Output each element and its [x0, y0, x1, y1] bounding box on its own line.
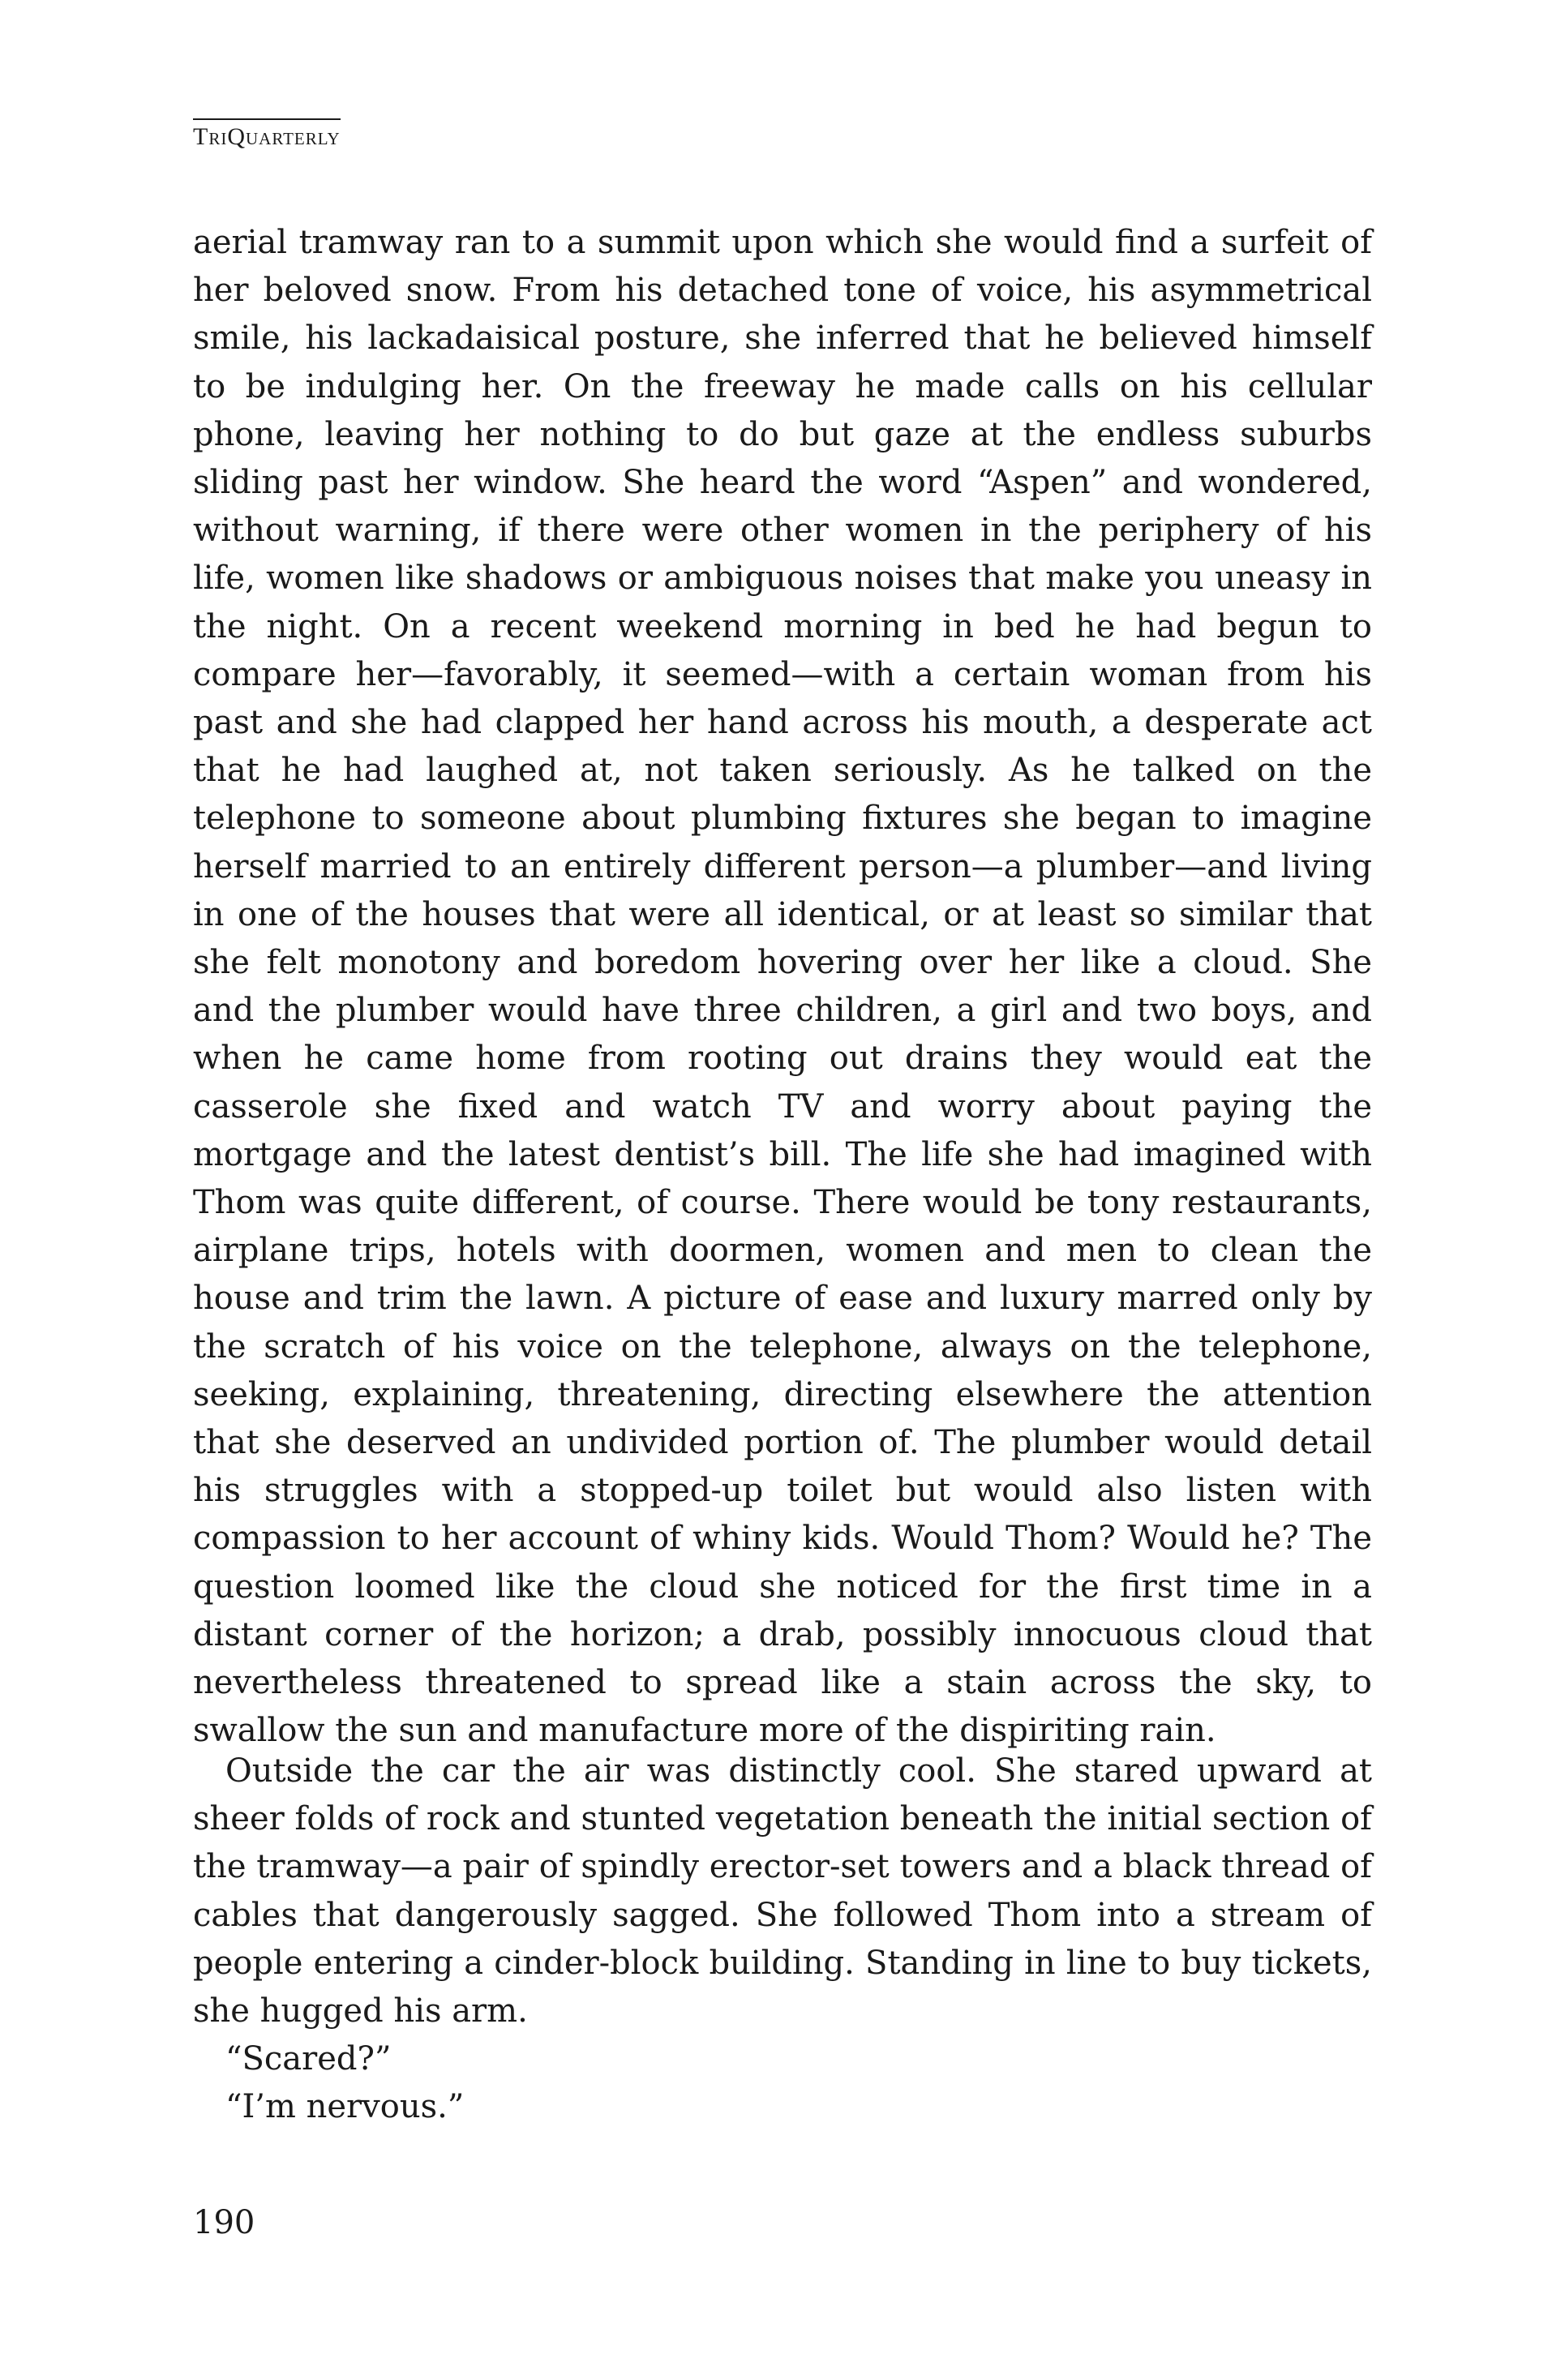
paragraph-2: Outside the car the air was distinctly cool. She stared upward at sheer folds of rock and stunted vegetation beneath the initial section of the tramway—a pair of spindly erector-set towers and a black thread of cables that dangerously sagged. She followed Thom into a stream of people entering a cinder-block building. Standing in line to buy tickets, she hugged his arm. — [193, 1752, 1372, 2031]
dialog-line-2: “I’m nervous.” — [225, 2088, 465, 2126]
body-text-block — [193, 219, 1372, 1756]
page-number: 190 — [193, 2204, 255, 2241]
paragraph-1: aerial tramway ran to a summit upon which she would find a surfeit of her beloved snow. From his detached tone of voice, his asymmetrical smile, his lackadaisical posture, she inferred that he believed himself to be indulging her. On the freeway he made calls on his cellular phone, leaving her nothing to do but gaze at the endless suburbs sliding past her window. She heard the word “Aspen” and wondered, without warning, if there were other women in the periphery of his life, women like shadows or ambiguous noises that make you uneasy in the night. On a recent weekend morning in bed he had begun to compare her—favorably, it seemed—with a certain woman from his past and she had clapped her hand across his mouth, a desperate act that he had laughed at, not taken seriously. As he talked on the telephone to someone about plumbing fixtures she began to imagine herself married to an entirely different person—a plumber—and living in one of the houses that were all identical, or at least so similar that she felt monotony and boredom hovering over her like a cloud. She and the plumber would have three children, a girl and two boys, and when he came home from rooting out drains they would eat the casserole she fixed and watch TV and worry about paying the mortgage and the latest dentist’s bill. The life she had imagined with Thom was quite different, of course. There would be tony restaurants, airplane trips, hotels with doormen, women and men to clean the house and trim the lawn. A picture of ease and luxury marred only by the scratch of his voice on the telephone, always on the telephone, seeking, explaining, threatening, directing elsewhere the attention that she deserved an undivided portion of. The plumber would detail his struggles with a stopped-up toilet but would also listen with compassion to her account of whiny kids. Would Thom? Would he? The question loomed like the cloud she noticed for the first time in a distant corner of the horizon; a drab, possibly innocuous cloud that nevertheless threatened to spread like a stain across the sky, to swallow the sun and manufacture more of the dispiriting rain. — [193, 224, 1372, 1750]
dialog-line-1: “Scared?” — [225, 2040, 392, 2078]
running-header: TriQuarterly — [193, 118, 341, 154]
body-text-block-2 — [193, 1747, 1372, 2132]
